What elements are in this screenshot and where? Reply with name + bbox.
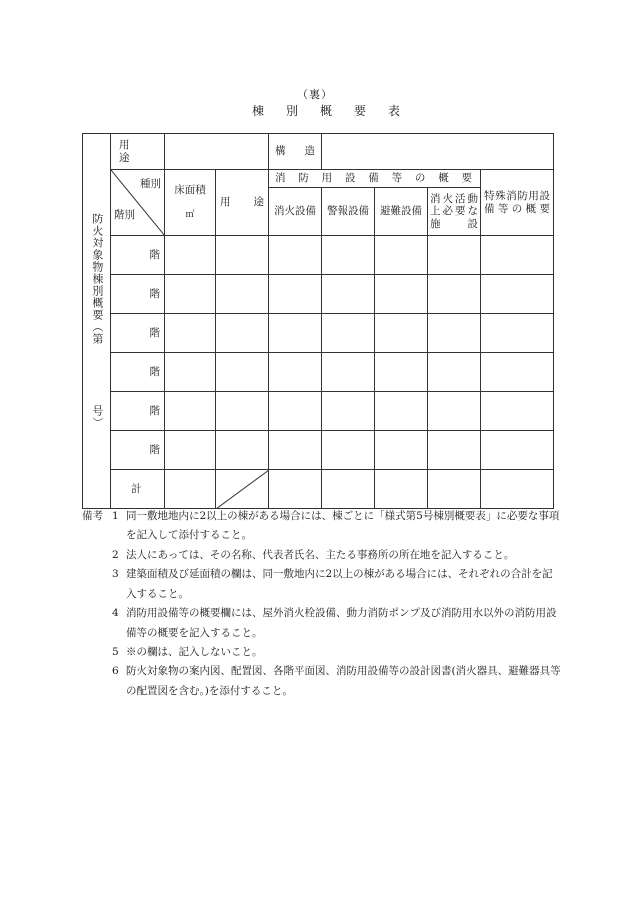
corner-bottom-label: 階別	[114, 208, 135, 221]
kouzou-label-cell	[269, 134, 322, 170]
cell-input[interactable]	[322, 353, 375, 392]
cell-input[interactable]	[165, 236, 216, 275]
cell-input[interactable]	[216, 314, 269, 353]
floor-area-unit: ㎡	[185, 210, 195, 221]
sub-col-alarm: 警報設備	[322, 188, 375, 236]
youto-label: 用 途	[119, 139, 140, 164]
note-text: 防火対象物の案内図、配置図、各階平面図、消防用設備等の設計図書(消火器具、避難器具等の配置図を含む。)を添付すること。	[126, 665, 561, 697]
cell-input[interactable]	[165, 431, 216, 470]
corner-top-label: 種別	[140, 178, 161, 190]
cell-input[interactable]	[165, 314, 216, 353]
note-item	[82, 643, 562, 662]
cell-input[interactable]	[216, 431, 269, 470]
note-number: 4	[112, 607, 119, 620]
total-diagonal	[216, 470, 269, 509]
cell-input[interactable]	[375, 470, 428, 509]
cell-input[interactable]	[269, 470, 322, 509]
cell-input[interactable]	[165, 275, 216, 314]
cell-input[interactable]	[481, 236, 554, 275]
cell-input[interactable]	[322, 392, 375, 431]
cell-input[interactable]	[322, 314, 375, 353]
special-label: 特殊消防用設備等の概要	[484, 190, 551, 215]
cell-input[interactable]	[216, 392, 269, 431]
floor-label: 階	[111, 236, 165, 275]
cell-input[interactable]	[481, 392, 554, 431]
youto-label-cell	[111, 134, 165, 170]
cell-input[interactable]	[322, 470, 375, 509]
cell-input[interactable]	[375, 236, 428, 275]
cell-input[interactable]	[216, 275, 269, 314]
floor-area-label: 床面積	[174, 184, 206, 197]
cell-input[interactable]	[269, 275, 322, 314]
kouzou-input[interactable]	[322, 134, 554, 170]
cell-input[interactable]	[428, 314, 481, 353]
corner-cell	[111, 170, 165, 236]
cell-input[interactable]	[428, 275, 481, 314]
cell-input[interactable]	[322, 431, 375, 470]
note-item	[82, 507, 562, 546]
cell-input[interactable]	[269, 431, 322, 470]
cell-input[interactable]	[375, 392, 428, 431]
cell-input[interactable]	[216, 353, 269, 392]
total-label: 計	[111, 470, 165, 509]
floor-label: 階	[111, 392, 165, 431]
cell-input[interactable]	[428, 431, 481, 470]
cell-input[interactable]	[165, 392, 216, 431]
cell-input[interactable]	[216, 236, 269, 275]
floor-label: 階	[111, 275, 165, 314]
page-title: 棟別概要表	[251, 104, 422, 118]
notes-section	[82, 507, 562, 701]
special-header	[481, 170, 554, 236]
cell-input[interactable]	[165, 353, 216, 392]
note-number: 3	[112, 568, 119, 581]
note-text: ※の欄は、記入しないこと。	[126, 645, 263, 658]
cell-input[interactable]	[428, 353, 481, 392]
note-item	[82, 546, 562, 565]
cell-input[interactable]	[375, 431, 428, 470]
note-text: 同一敷地地内に2以上の棟がある場合には、棟ごとに「様式第5号棟別概要表」に必要な事項を記入して添付すること。	[126, 510, 560, 542]
floor-row	[83, 392, 554, 431]
note-item	[82, 565, 562, 604]
cell-input[interactable]	[481, 314, 554, 353]
floor-label: 階	[111, 431, 165, 470]
note-number: 5	[112, 645, 119, 658]
total-use-struck	[216, 470, 269, 509]
floor-label: 階	[111, 353, 165, 392]
equipment-group-header	[269, 170, 481, 188]
cell-input[interactable]	[269, 392, 322, 431]
kouzou-label: 構 造	[275, 145, 315, 158]
note-number: 2	[112, 548, 119, 561]
floor-row	[83, 314, 554, 353]
floor-row	[83, 353, 554, 392]
note-number: 1	[112, 510, 119, 522]
total-row	[83, 470, 554, 509]
sub-col-firefight-label: 消火活動上必要な施設	[430, 193, 478, 230]
note-number: 6	[112, 665, 119, 678]
youto-input[interactable]	[165, 134, 269, 170]
cell-input[interactable]	[481, 431, 554, 470]
total-floor-area-input[interactable]	[165, 470, 216, 509]
page-subtitle: （裏）	[297, 88, 333, 101]
side-label-cell	[83, 134, 111, 509]
sub-col-firefight	[428, 188, 481, 236]
cell-input[interactable]	[269, 236, 322, 275]
cell-input[interactable]	[428, 470, 481, 509]
side-label: 防火対象物棟別概要（第 号）	[90, 213, 104, 429]
cell-input[interactable]	[481, 353, 554, 392]
note-text: 建築面積及び延面積の欄は、同一敷地内に2以上の棟がある場合には、それぞれの合計を記入すること。	[126, 568, 553, 600]
sub-col-fire-ext: 消火設備	[269, 188, 322, 236]
sub-col-evac: 避難設備	[375, 188, 428, 236]
floor-area-header	[165, 170, 216, 236]
floor-label: 階	[111, 314, 165, 353]
cell-input[interactable]	[269, 314, 322, 353]
note-item	[82, 604, 562, 643]
cell-input[interactable]	[375, 314, 428, 353]
note-text: 法人にあっては、その名称、代表者氏名、主たる事務所の所在地を記入すること。	[126, 548, 515, 561]
floor-row	[83, 431, 554, 470]
cell-input[interactable]	[375, 353, 428, 392]
use-header	[216, 170, 269, 236]
cell-input[interactable]	[322, 236, 375, 275]
note-item	[82, 662, 562, 701]
cell-input[interactable]	[322, 275, 375, 314]
note-text: 消防用設備等の概要欄には、屋外消火栓設備、動力消防ポンプ及び消防用水以外の消防用設備等の概要を記入すること。	[126, 607, 557, 639]
cell-input[interactable]	[375, 275, 428, 314]
use-label: 用 途	[220, 196, 264, 209]
floor-row	[83, 236, 554, 275]
equipment-group-label: 消防用設備等の概要	[275, 172, 475, 185]
cell-input[interactable]	[428, 236, 481, 275]
cell-input[interactable]	[481, 470, 554, 509]
floor-row	[83, 275, 554, 314]
cell-input[interactable]	[481, 275, 554, 314]
building-overview-table	[82, 133, 554, 509]
cell-input[interactable]	[269, 353, 322, 392]
cell-input[interactable]	[428, 392, 481, 431]
notes-label: 備考	[82, 510, 103, 522]
